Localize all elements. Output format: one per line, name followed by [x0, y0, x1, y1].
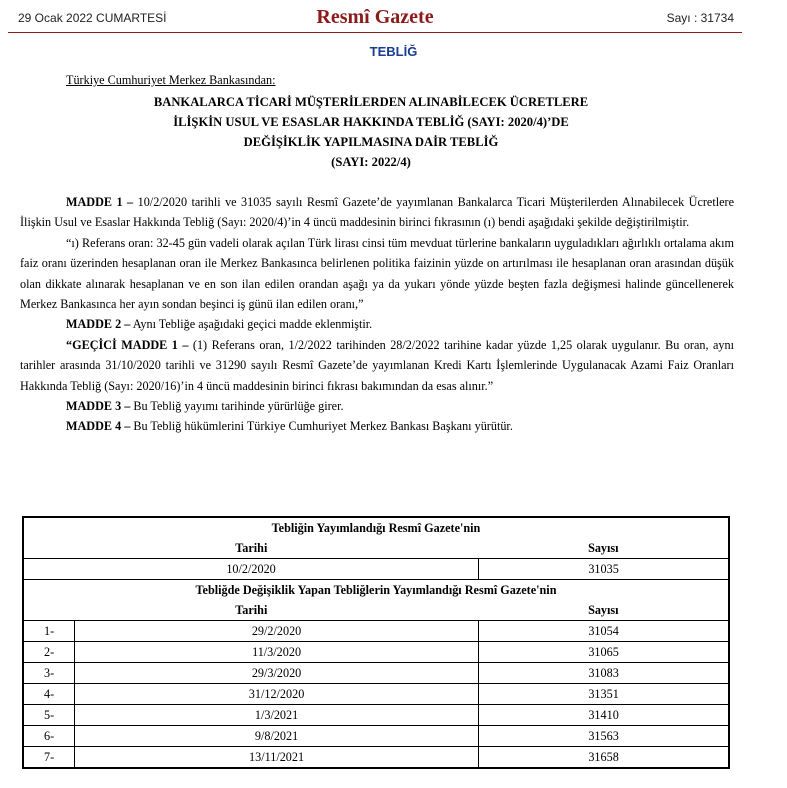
- table-row: 5- 1/3/2021 31410: [23, 705, 729, 726]
- article-3: MADDE 3 – Bu Tebliğ yayımı tarihinde yürürlüğe girer.: [66, 399, 344, 414]
- title-line: İLİŞKİN USUL VE ESASLAR HAKKINDA TEBLİĞ (SAYI: 2020/4)’DE: [173, 115, 569, 129]
- issuer-line: Türkiye Cumhuriyet Merkez Bankasından:: [66, 73, 276, 87]
- section-heading: TEBLİĞ: [369, 44, 418, 59]
- table-row: 7- 13/11/2021 31658: [23, 747, 729, 769]
- article-label: MADDE 1 –: [66, 195, 134, 209]
- article-label: “GEÇİCİ MADDE 1 –: [66, 337, 189, 352]
- article-2: MADDE 2 – Aynı Tebliğe aşağıdaki geçici madde eklenmiştir.: [66, 317, 373, 332]
- article-4: MADDE 4 – Bu Tebliğ hükümlerini Türkiye Cumhuriyet Merkez Bankası Başkanı yürütür.: [66, 419, 513, 434]
- title-line: DEĞİŞİKLİK YAPILMASINA DAİR TEBLİĞ: [243, 135, 499, 149]
- article-label: MADDE 3 –: [66, 399, 131, 414]
- column-header-date: Tarihi: [23, 600, 479, 621]
- table-heading: Tebliğin Yayımlandığı Resmî Gazete'nin: [23, 517, 729, 538]
- table-row: 2- 11/3/2020 31065: [23, 642, 729, 663]
- title-line: BANKALARCA TİCARİ MÜŞTERİLERDEN ALINABİLECEK ÜCRETLERE: [153, 95, 589, 109]
- table-row: 6- 9/8/2021 31563: [23, 726, 729, 747]
- article-1-quote: “ı) Referans oran: 32-45 gün vadeli olarak açılan Türk lirası cinsi tüm mevduat türlerine bankaların uyguladıkları ağırlıklı ortalama akım faiz oranı üzerinden hesaplanan oran ile Merkez Bankasınca belirlenen politika faizinin yüzde on artırılması ile hesaplanan oran arasından düşük olan dikkate alınarak hesaplanan ve en son ilan edilen orandan aşağı ya da yukarı yönde yüzde beşten fazla değişmesi halinde güncellenerek Merkez Bankasınca her ayın sondan beşinci iş günü ilan edilen oranı,”: [20, 235, 734, 312]
- temporary-article-1: “GEÇİCİ MADDE 1 – (1) Referans oran, 1/2/2022 tarihinden 28/2/2022 tarihine kadar yüzde 1,25 olarak uygulanır. Bu oran, aynı tarihler arasında 31/10/2020 tarihli ve 31290 sayılı Resmî Gazete’de yayımlanan Kredi Kartı İşlemlerinde Uygulanacak Azami Faiz Oranları Hakkında Tebliğ (Sayı: 2020/16)’in 4 üncü maddesinin birinci fıkrası bakımından da esas alınır.”: [20, 337, 734, 393]
- article-label: MADDE 2 –: [66, 317, 131, 332]
- document-body: [20, 192, 734, 437]
- column-header-date: Tarihi: [23, 538, 479, 559]
- table-row: 1- 29/2/2020 31054: [23, 621, 729, 642]
- column-header-number: Sayısı: [479, 600, 729, 621]
- amendment-rows: [23, 621, 729, 769]
- article-1: MADDE 1 – 10/2/2020 tarihli ve 31035 sayılı Resmî Gazete’de yayımlanan Bankalarca Ticari Müşterilerden Alınabilecek Ücretlere İlişkin Usul ve Esaslar Hakkında Tebliğ (Sayı: 2020/4)’in 4 üncü maddesinin birinci fıkrasının (ı) bendi aşağıdaki şekilde değiştirilmiştir.: [20, 195, 734, 230]
- title-line: (SAYI: 2022/4): [331, 155, 411, 169]
- gazette-title: Resmî Gazete: [316, 6, 434, 28]
- document-title: [0, 92, 742, 172]
- table-subheading: Tebliğde Değişiklik Yapan Tebliğlerin Yayımlandığı Resmî Gazete'nin: [23, 580, 729, 601]
- gazette-header: [8, 6, 742, 33]
- issue-number: Sayı : 31734: [666, 11, 734, 25]
- article-label: MADDE 4 –: [66, 419, 131, 434]
- original-date: 10/2/2020: [23, 559, 479, 580]
- table-row: 3- 29/3/2020 31083: [23, 663, 729, 684]
- column-header-number: Sayısı: [479, 538, 729, 559]
- publication-history-table: [22, 516, 730, 769]
- table-row: 4- 31/12/2020 31351: [23, 684, 729, 705]
- publication-date: 29 Ocak 2022 CUMARTESİ: [18, 11, 167, 25]
- original-number: 31035: [479, 559, 729, 580]
